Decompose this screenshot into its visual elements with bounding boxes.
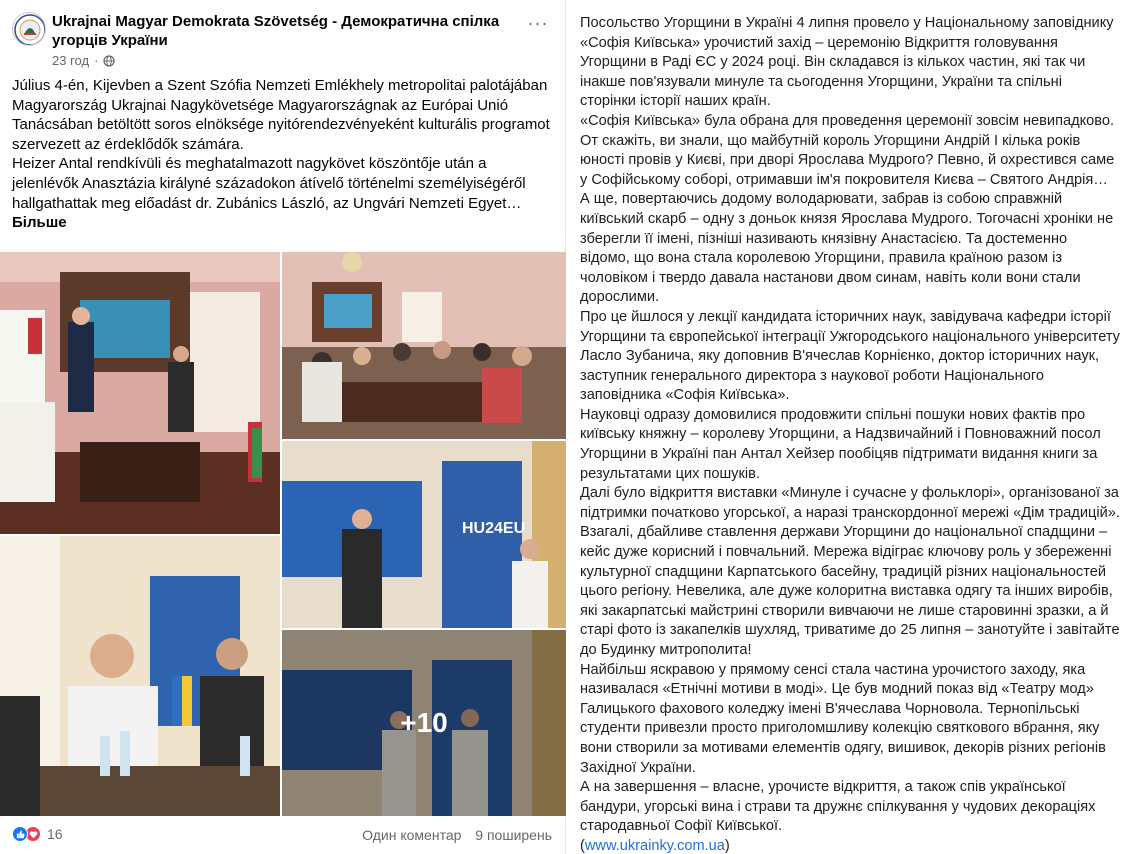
comments-count[interactable]: Один коментар: [362, 827, 462, 843]
post-meta: 23 год ·: [52, 53, 115, 68]
article-paragraph: Науковці одразу домовилися продовжити спільні пошуки нових фактів про київську княжну – королеву Угорщини, а Надзвичайний і Повноважний посол Угорщини в Україні пан Антал Хейзер пообіцяв підтримати видання книги за результатами цих пошуків.: [580, 406, 1101, 482]
post-time[interactable]: 23 год: [52, 53, 90, 68]
post-paragraph: Július 4-én, Kijevben a Szent Szófia Nemzeti Emlékhely metropolitai palotájában Magyarország Ukrajnai Nagykövetsége Magyarországnak az Európai Unió Tanácsában betöltött soros elnöksége nyitórendezvényeként kulturális programot szervezett az érdeklődők számára.: [12, 77, 550, 153]
photo-2[interactable]: [282, 252, 566, 439]
photo-grid: [0, 252, 566, 816]
article-paragraph: А на завершення – власне, урочисте відкриття, а також спів української бандури, угорські вина і страви та дружнє спілкування у чудових декораціях стародавньої Софії Київської.: [580, 779, 1096, 835]
page-avatar[interactable]: [12, 12, 46, 46]
engagement-counts: [352, 827, 552, 843]
post-footer: [12, 822, 552, 850]
source-link[interactable]: www.ukrainky.com.ua: [584, 837, 725, 854]
more-photos-overlay[interactable]: +10: [282, 630, 566, 816]
reactions[interactable]: [12, 826, 63, 842]
article-paragraph: Посольство Угорщини в Україні 4 липня провело у Національному заповіднику «Софія Київська» урочистий захід – церемонію Відкриття головування Угорщини в Раді ЄС у 2024 році. Він складався із кількох частин, які так чи інакше пов'язували минуле та сьогодення Угорщини, України та спільні сторінки історії наших країн.: [580, 15, 1114, 110]
page-logo-icon: [13, 13, 46, 46]
photo-5-more[interactable]: [282, 630, 566, 816]
article-paragraph: Найбільш яскравою у прямому сенсі стала частина урочистого заходу, яка називалася «Етнічні мотиви в моді». Це був модний показ від «Театру мод» Галицького фахового коледжу імені В'ячеслава Чорновола. Тернопільські студенти привезли просто приголомшливу колекцію святкового вбрання, яку вони створили за мотивами елементів одягу, вишивок, декорів різних регіонів Західної України.: [580, 661, 1106, 776]
reactions-count[interactable]: 16: [47, 826, 63, 842]
article-text: [580, 14, 1120, 854]
photo-1[interactable]: [0, 252, 280, 534]
more-options-button[interactable]: ···: [527, 13, 549, 33]
article-paragraph: «Софія Київська» була обрана для проведення церемонії зовсім невипадково. От скажіть, ви знали, що майбутній король Угорщини Андрій I кілька років юності провів у Києві, при дворі Ярослава Мудрого? Певно, й охрестився саме у Софійському соборі, отримавши ім'я покровителя Києва – Святого Андрія… А ще, повертаючись додому володарювати, забрав із собою справжній київський скарб – одну з доньок князя Ярослава Мудрого. Тогочасні хроніки не зберегли її імені, пізніші називають князівну Анастасією. Та достеменно відомо, що вона стала королевою Угорщини, правила країною разом із чоловіком і твердо давала настанови двом синам, навіть коли вони стали дорослими.: [580, 112, 1115, 306]
article-paragraph: Далі було відкриття виставки «Минуле і сучасне у фольклорі», організованої за підтримки початково угорської, а наразі транскордонної мережі «Дім традицій». Взагалі, дбайливе ставлення держави Угорщини до національної спадщини – кейс дуже корисний і повчальний. Мережа відіграє ключову роль у збереженні культурної спадщини Карпатського басейну, традицій різних національностей цього регіону. Невелика, але дуже колоритна виставка одягу та інших виробів, які закарпатські майстрині створили вивчаючи не лише старовинні зразки, а й старі фото із закапелків шухляд, триватиме до 25 липня – занотуйте і завітайте до Будинку митрополита!: [580, 485, 1120, 658]
post-header: [12, 10, 552, 70]
article-source: (www.ukrainky.com.ua): [580, 837, 730, 854]
hu24eu-banner-text: HU24EU: [462, 520, 526, 537]
globe-icon: [103, 55, 115, 67]
shares-count[interactable]: 9 поширень: [475, 827, 552, 843]
post-text: [12, 76, 552, 233]
post-paragraph: Heizer Antal rendkívüli és meghatalmazott nagykövet köszöntője után a jelenlévők Anasztázia királyné századokon átívelő történelmi személyiségéről hallgathattak meg előadást dr. Zubánics László, az Ungvári Nemzeti Egyet… Більше: [12, 155, 526, 232]
photo-4[interactable]: [0, 536, 280, 816]
page-name[interactable]: Ukrajnai Magyar Demokrata Szövetség - Демократична спілка угорців України: [52, 13, 500, 49]
article-paragraph: Про це йшлося у лекції кандидата історичних наук, завідувача кафедри історії Угорщини та європейської інтеграції Ужгородського національного університету Ласло Зубанича, яку доповнив В'ячеслав Корнієнко, доктор історичних наук, заступник генерального директора з наукової роботи Національного заповідника «Софія Київська».: [580, 308, 1120, 404]
see-more-link[interactable]: Більше: [12, 214, 67, 232]
like-icon: [12, 826, 28, 842]
photo-3[interactable]: [282, 441, 566, 628]
